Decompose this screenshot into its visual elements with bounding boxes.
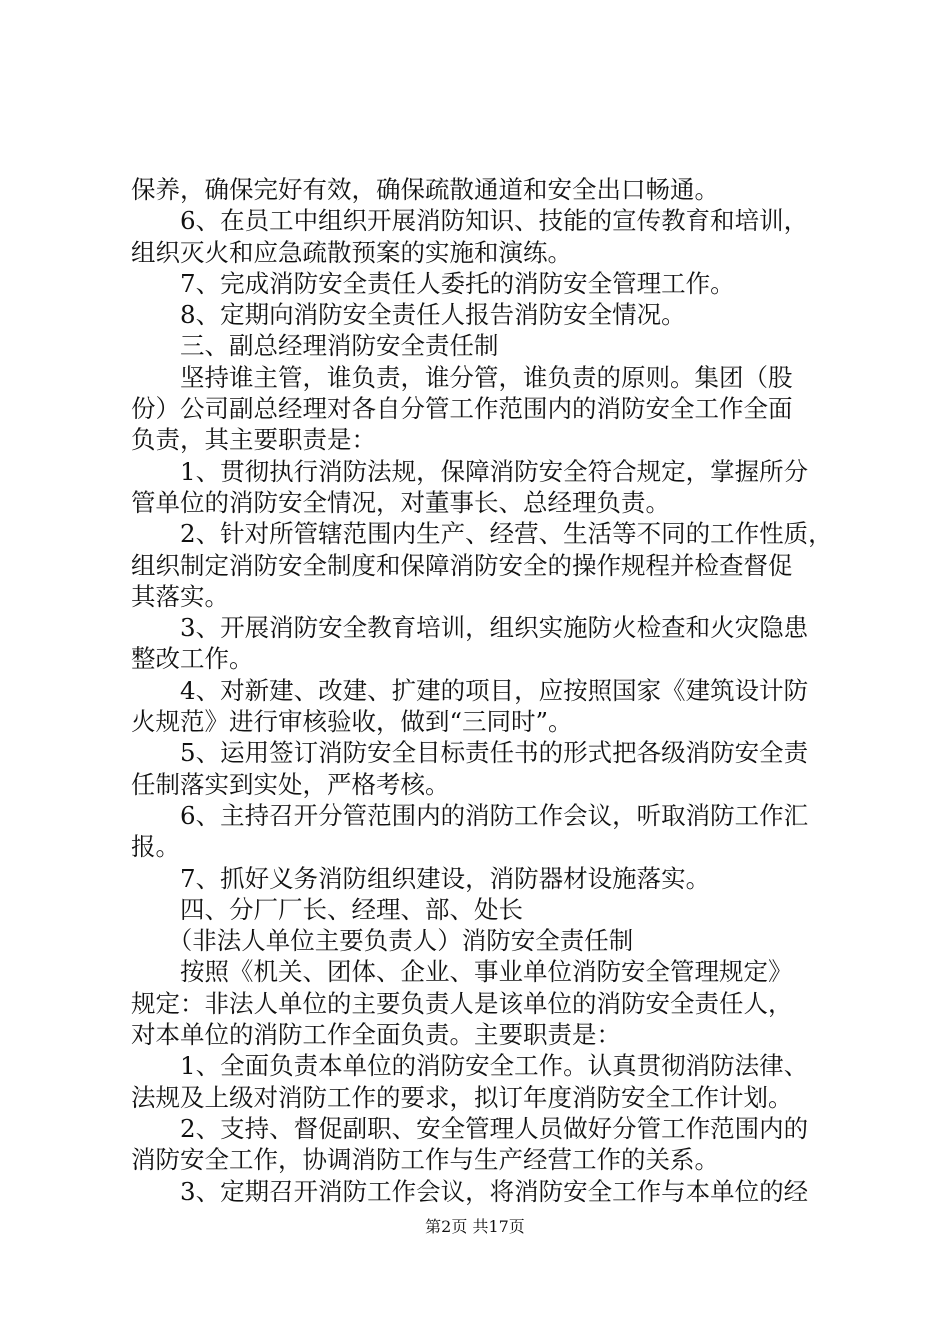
text-line: 规定：非法人单位的主要负责人是该单位的消防安全责任人， <box>131 988 793 1018</box>
text-line: 整改工作。 <box>131 644 254 674</box>
section-heading: 四、分厂厂长、经理、部、处长 <box>131 894 523 924</box>
text-line: 火规范》进行审核验收，做到“三同时”。 <box>131 707 573 737</box>
text-line: 8、定期向消防安全责任人报告消防安全情况。 <box>131 300 686 330</box>
text-line: 报。 <box>131 832 180 862</box>
text-line: 7、完成消防安全责任人委托的消防安全管理工作。 <box>131 268 735 298</box>
text-line: 份）公司副总经理对各自分管工作范围内的消防安全工作全面 <box>131 394 793 424</box>
text-line: 4、对新建、改建、扩建的项目，应按照国家《建筑设计防 <box>131 675 809 705</box>
page-number-footer: 第2页 共17页 <box>425 1217 525 1236</box>
text-line: 法规及上级对消防工作的要求，拟订年度消防安全工作计划。 <box>131 1082 793 1112</box>
text-line: 6、在员工中组织开展消防知识、技能的宣传教育和培训， <box>131 206 809 236</box>
text-line: 对本单位的消防工作全面负责。主要职责是： <box>131 1020 621 1050</box>
text-line: 5、运用签订消防安全目标责任书的形式把各级消防安全责 <box>131 738 809 768</box>
text-line: 1、贯彻执行消防法规，保障消防安全符合规定，掌握所分 <box>131 456 809 486</box>
text-line: 保养，确保完好有效，确保疏散通道和安全出口畅通。 <box>131 175 719 204</box>
section-heading: 三、副总经理消防安全责任制 <box>131 331 499 361</box>
text-line: 按照《机关、团体、企业、事业单位消防安全管理规定》 <box>131 957 793 987</box>
text-line: 管单位的消防安全情况，对董事长、总经理负责。 <box>131 487 670 517</box>
text-line: 其落实。 <box>131 581 229 611</box>
text-line: 3、开展消防安全教育培训，组织实施防火检查和火灾隐患 <box>131 613 809 643</box>
text-line: 2、支持、督促副职、安全管理人员做好分管工作范围内的 <box>131 1113 809 1143</box>
text-line: 6、主持召开分管范围内的消防工作会议，听取消防工作汇 <box>131 800 809 830</box>
text-line: 组织制定消防安全制度和保障消防安全的操作规程并检查督促 <box>131 550 793 580</box>
text-line: 组织灭火和应急疏散预案的实施和演练。 <box>131 237 572 267</box>
text-line: 负责，其主要职责是： <box>131 425 376 455</box>
text-line: 7、抓好义务消防组织建设，消防器材设施落实。 <box>131 863 711 893</box>
text-line: 3、定期召开消防工作会议，将消防安全工作与本单位的经 <box>131 1176 809 1206</box>
text-line: 1、全面负责本单位的消防安全工作。认真贯彻消防法律、 <box>131 1051 809 1081</box>
section-subheading: （非法人单位主要负责人）消防安全责任制 <box>131 926 634 956</box>
document-body <box>131 174 831 1207</box>
text-line: 坚持谁主管，谁负责，谁分管，谁负责的原则。集团（股 <box>131 362 793 392</box>
text-line: 2、针对所管辖范围内生产、经营、生活等不同的工作性质， <box>131 519 833 549</box>
text-line: 消防安全工作，协调消防工作与生产经营工作的关系。 <box>131 1145 719 1175</box>
text-line: 任制落实到实处，严格考核。 <box>131 769 450 799</box>
